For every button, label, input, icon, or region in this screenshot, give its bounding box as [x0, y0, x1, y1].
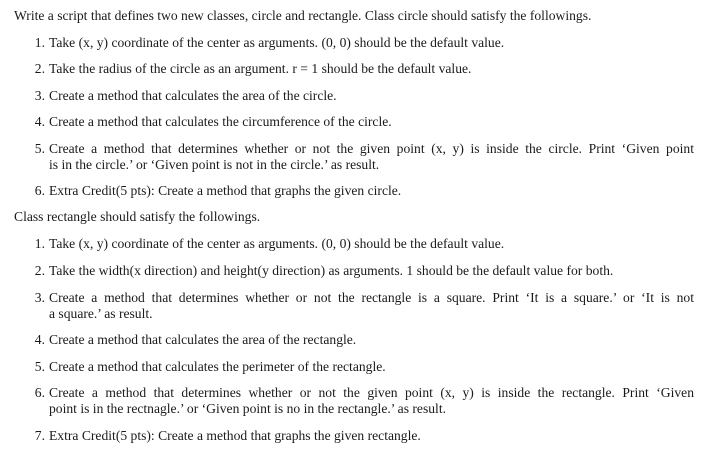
item-text: Extra Credit(5 pts): Create a method that graphs the given circle.: [49, 183, 402, 198]
item-text-line-2: a square.’ as result.: [49, 306, 153, 321]
item-number: 3.: [34, 88, 45, 103]
item-number: 6.: [34, 385, 45, 400]
item-text-line-1: Create a method that determines whether or not the given point (x, y) is inside the circle. Print ‘Given point: [49, 141, 694, 156]
item-text: Take (x, y) coordinate of the center as arguments. (0, 0) should be the default value.: [49, 35, 505, 50]
item-text: Take the width(x direction) and height(y direction) as arguments. 1 should be the default value for both.: [49, 263, 614, 278]
item-text-line-2: is in the circle.’ or ‘Given point is not in the circle.’ as result.: [49, 157, 380, 172]
item-text: Create a method that calculates the area of the circle.: [49, 88, 337, 103]
item-number: 1.: [34, 236, 45, 251]
item-text: Extra Credit(5 pts): Create a method that graphs the given rectangle.: [49, 428, 421, 443]
item-text-line-1: Create a method that determines whether or not the given point (x, y) is inside the rectangle. Print ‘Given: [49, 385, 694, 400]
item-number: 1.: [34, 35, 45, 50]
item-number: 7.: [34, 428, 45, 443]
item-text: Create a method that calculates the circumference of the circle.: [49, 114, 392, 129]
intro-paragraph: Write a script that defines two new classes, circle and rectangle. Class circle should satisfy the followings.: [14, 8, 592, 23]
item-text-line-2: point is in the rectnagle.’ or ‘Given point is no in the rectangle.’ as result.: [49, 401, 446, 416]
item-text: Take the radius of the circle as an argument. r = 1 should be the default value.: [49, 61, 472, 76]
item-number: 4.: [34, 332, 45, 347]
item-number: 6.: [34, 183, 45, 198]
item-number: 5.: [34, 359, 45, 374]
item-text: Create a method that calculates the area of the rectangle.: [49, 332, 357, 347]
item-text-line-1: Create a method that determines whether or not the rectangle is a square. Print ‘It is a square.’ or ‘It is not: [49, 290, 694, 305]
rectangle-intro-paragraph: Class rectangle should satisfy the followings.: [14, 209, 261, 224]
item-number: 5.: [34, 141, 45, 156]
item-number: 2.: [34, 61, 45, 76]
item-text: Take (x, y) coordinate of the center as arguments. (0, 0) should be the default value.: [49, 236, 505, 251]
item-number: 4.: [34, 114, 45, 129]
item-number: 3.: [34, 290, 45, 305]
item-text: Create a method that calculates the perimeter of the rectangle.: [49, 359, 386, 374]
item-number: 2.: [34, 263, 45, 278]
